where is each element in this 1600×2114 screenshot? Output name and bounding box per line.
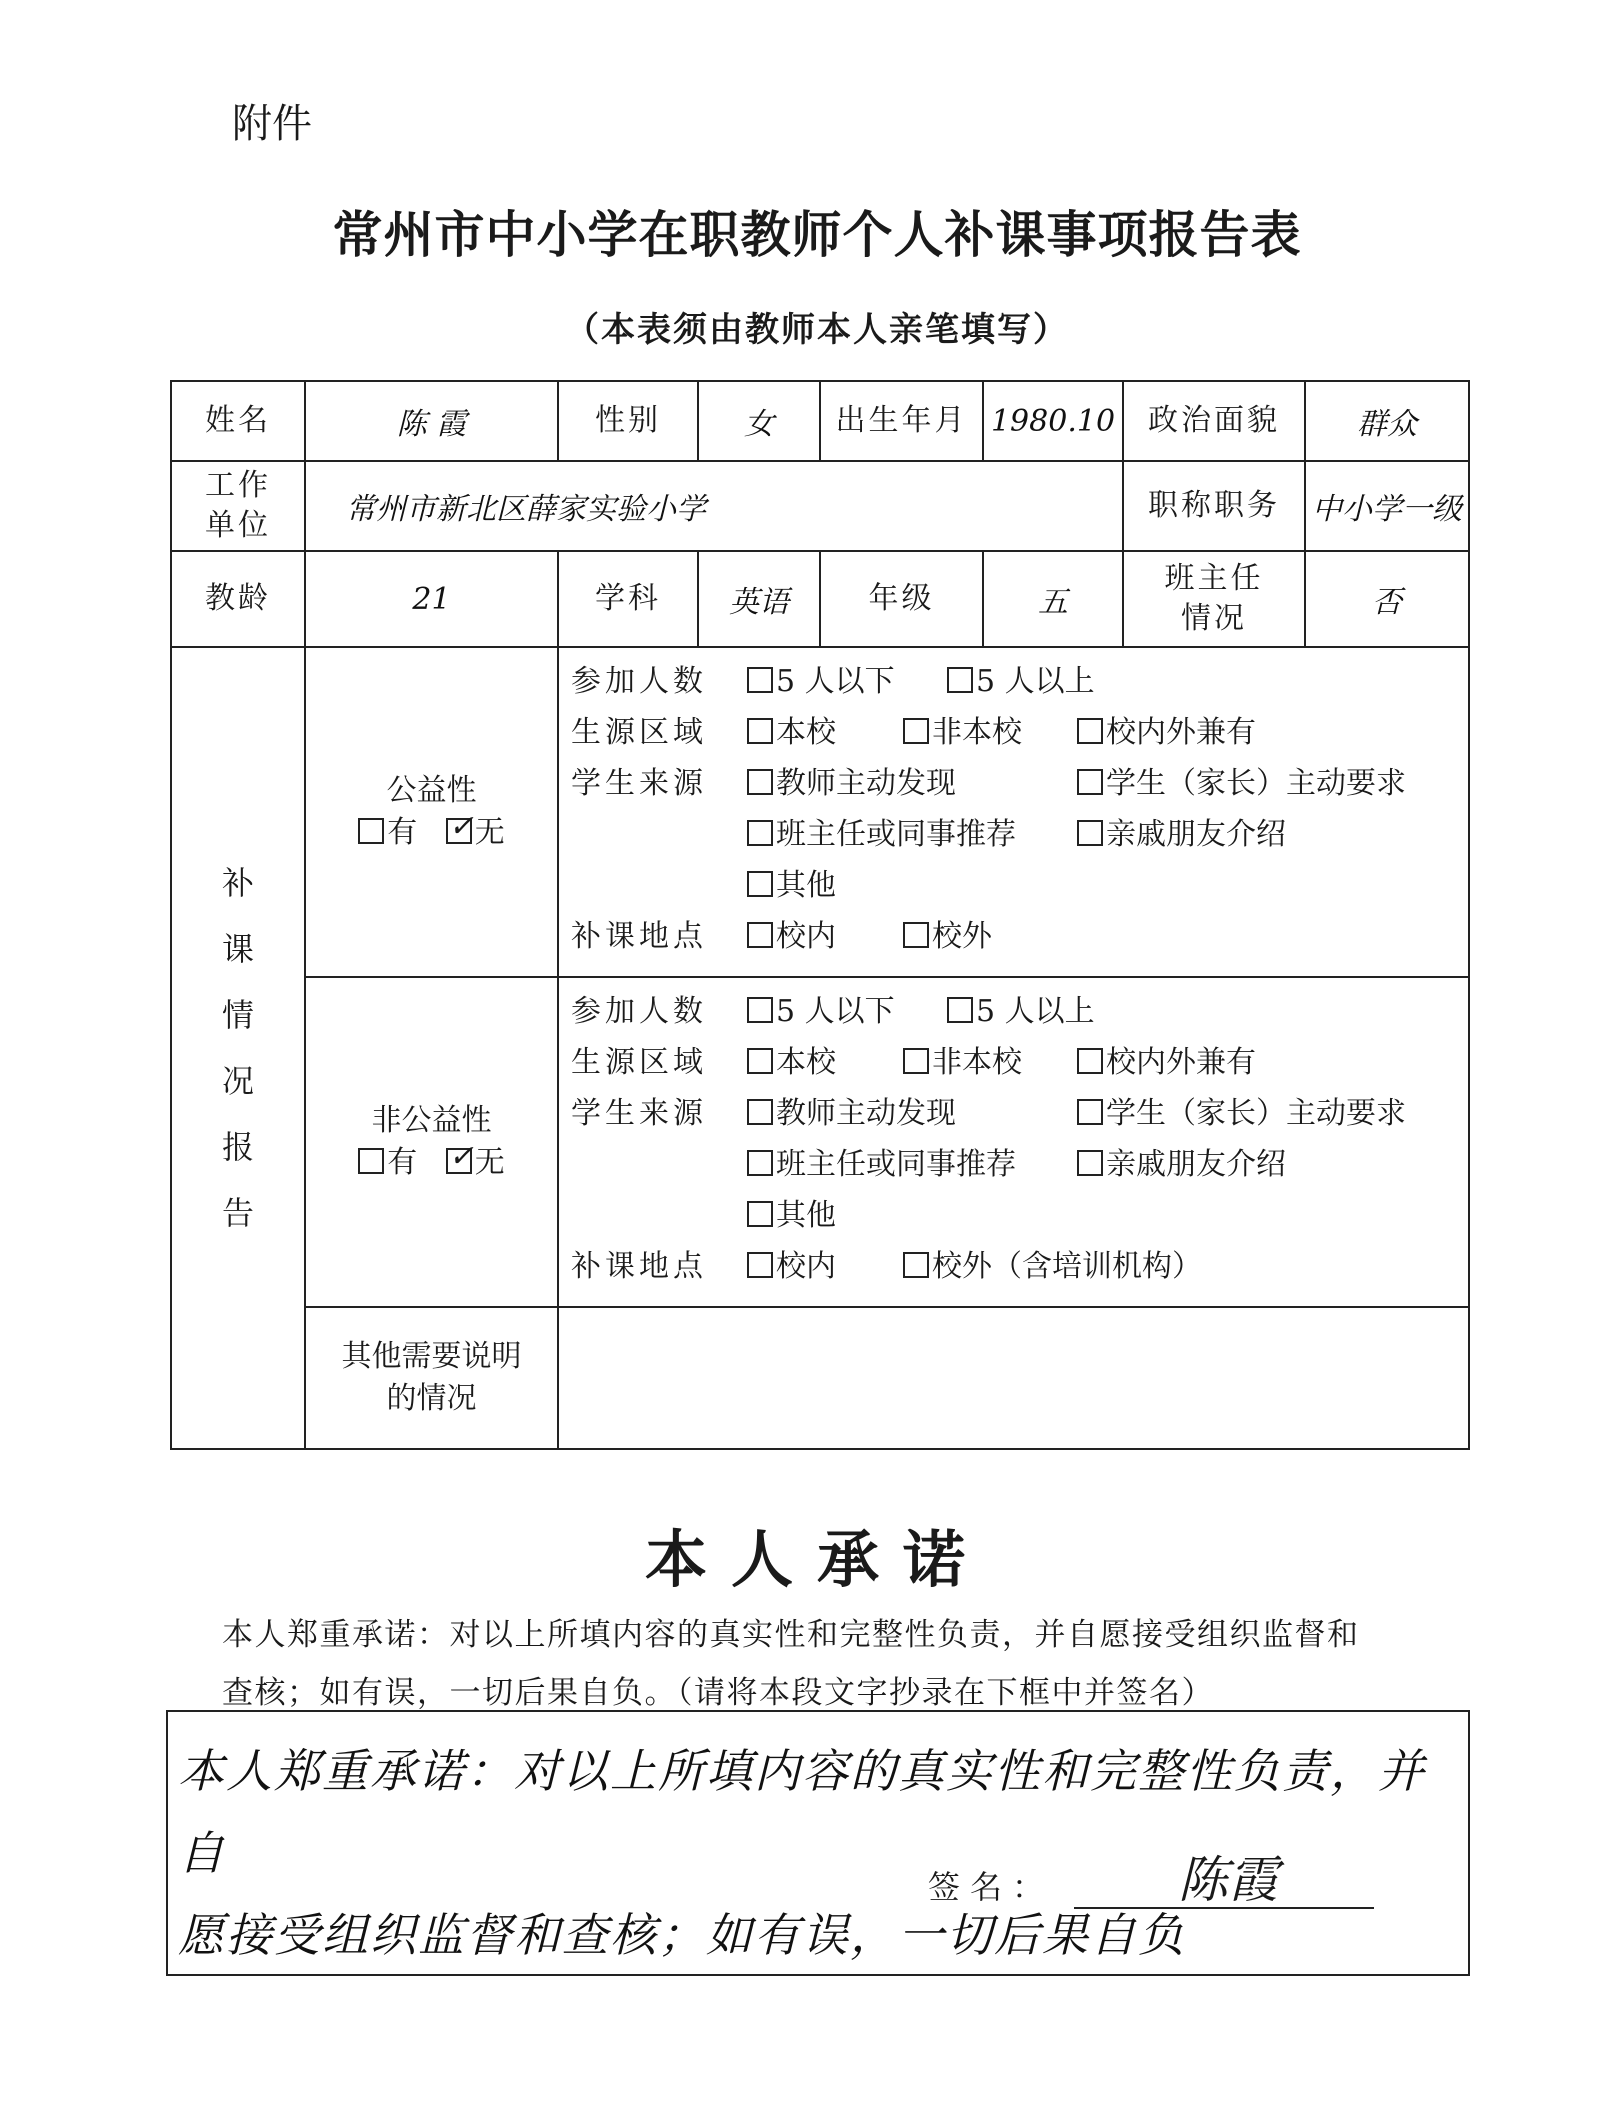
homeroom-label-line2: 情况 bbox=[1181, 601, 1247, 636]
public-options bbox=[558, 647, 1469, 977]
region-nonschool-label: 非本校 bbox=[932, 715, 1022, 750]
place-outside-checkbox[interactable] bbox=[903, 1252, 929, 1278]
nonpublic-has-checkbox[interactable] bbox=[358, 1148, 384, 1174]
count-over5-label: 5 人以上 bbox=[976, 994, 1095, 1029]
source-colleague-label: 班主任或同事推荐 bbox=[776, 817, 1016, 852]
politics-label: 政治面貌 bbox=[1123, 381, 1305, 461]
politics-field[interactable]: 群众 bbox=[1305, 381, 1469, 461]
public-none-label: 无 bbox=[474, 815, 505, 850]
teaching-years-field[interactable]: 21 bbox=[305, 551, 558, 647]
promise-text-line1: 本人郑重承诺：对以上所填内容的真实性和完整性负责，并自愿接受组织监督和 bbox=[222, 1617, 1360, 1653]
name-label: 姓名 bbox=[171, 381, 305, 461]
name-field[interactable]: 陈 霞 bbox=[305, 381, 558, 461]
public-has-label: 有 bbox=[387, 815, 418, 850]
source-other-checkbox[interactable] bbox=[747, 1201, 773, 1227]
handwritten-promise-line2: 愿接受组织监督和查核；如有误，一切后果自负 bbox=[178, 1908, 1186, 1962]
region-nonschool-label: 非本校 bbox=[932, 1045, 1022, 1080]
non-public-welfare-cell bbox=[305, 977, 558, 1307]
count-over5-checkbox[interactable] bbox=[947, 667, 973, 693]
region-school-label: 本校 bbox=[776, 715, 836, 750]
other-notes-field[interactable] bbox=[558, 1307, 1469, 1449]
source-parent-checkbox[interactable] bbox=[1077, 1099, 1103, 1125]
region-nonschool-checkbox[interactable] bbox=[903, 718, 929, 744]
promise-text-line2: 查核；如有误，一切后果自负。（请将本段文字抄录在下框中并签名） bbox=[222, 1675, 1214, 1711]
page-subtitle: （本表须由教师本人亲笔填写） bbox=[565, 310, 1069, 350]
source-parent-checkbox[interactable] bbox=[1077, 769, 1103, 795]
source-relative-checkbox[interactable] bbox=[1077, 820, 1103, 846]
signature-label: 签名： bbox=[928, 1868, 1055, 1906]
region-key: 生源区域 bbox=[571, 715, 707, 750]
teaching-years-label: 教龄 bbox=[171, 551, 305, 647]
source-parent-label: 学生（家长）主动要求 bbox=[1106, 1096, 1406, 1131]
work-unit-label-line1: 工作 bbox=[205, 468, 271, 503]
promise-title: 本人承诺 bbox=[644, 1523, 989, 1596]
handwritten-promise-line1: 本人郑重承诺：对以上所填内容的真实性和完整性负责，并自 bbox=[178, 1744, 1426, 1880]
nonpublic-none-checkbox[interactable] bbox=[446, 1148, 472, 1174]
attachment-label: 附件 bbox=[232, 101, 312, 147]
count-under5-label: 5 人以下 bbox=[776, 994, 895, 1029]
count-under5-checkbox[interactable] bbox=[747, 667, 773, 693]
place-inside-checkbox[interactable] bbox=[747, 1252, 773, 1278]
grade-field[interactable]: 五 bbox=[983, 551, 1123, 647]
section-char: 况 bbox=[221, 1062, 254, 1100]
place-key: 补课地点 bbox=[571, 1249, 707, 1284]
report-form-table bbox=[170, 380, 1470, 1450]
count-key: 参加人数 bbox=[571, 994, 707, 1029]
promise-text bbox=[222, 1606, 1452, 1722]
region-both-checkbox[interactable] bbox=[1077, 718, 1103, 744]
region-both-checkbox[interactable] bbox=[1077, 1048, 1103, 1074]
section-char: 补 bbox=[221, 864, 254, 902]
count-over5-label: 5 人以上 bbox=[976, 664, 1095, 699]
region-school-checkbox[interactable] bbox=[747, 1048, 773, 1074]
count-under5-checkbox[interactable] bbox=[747, 997, 773, 1023]
region-school-checkbox[interactable] bbox=[747, 718, 773, 744]
source-teacher-checkbox[interactable] bbox=[747, 1099, 773, 1125]
birth-field[interactable]: 1980.10 bbox=[983, 381, 1123, 461]
source-colleague-checkbox[interactable] bbox=[747, 1150, 773, 1176]
nonpublic-options bbox=[558, 977, 1469, 1307]
homeroom-label bbox=[1123, 551, 1305, 647]
source-other-label: 其他 bbox=[776, 868, 836, 903]
source-colleague-checkbox[interactable] bbox=[747, 820, 773, 846]
count-under5-label: 5 人以下 bbox=[776, 664, 895, 699]
title-field[interactable]: 中小学一级 bbox=[1305, 461, 1469, 551]
place-outside-label: 校外（含培训机构） bbox=[932, 1249, 1202, 1284]
gender-field[interactable]: 女 bbox=[698, 381, 820, 461]
public-has-checkbox[interactable] bbox=[358, 818, 384, 844]
grade-label: 年级 bbox=[820, 551, 983, 647]
gender-label: 性别 bbox=[558, 381, 698, 461]
public-none-checkbox[interactable] bbox=[446, 818, 472, 844]
source-key: 学生来源 bbox=[571, 1096, 707, 1131]
source-relative-label: 亲戚朋友介绍 bbox=[1106, 817, 1286, 852]
title-label: 职称职务 bbox=[1123, 461, 1305, 551]
source-other-checkbox[interactable] bbox=[747, 871, 773, 897]
place-inside-label: 校内 bbox=[776, 919, 836, 954]
source-parent-label: 学生（家长）主动要求 bbox=[1106, 766, 1406, 801]
region-key: 生源区域 bbox=[571, 1045, 707, 1080]
source-teacher-label: 教师主动发现 bbox=[776, 766, 956, 801]
region-both-label: 校内外兼有 bbox=[1106, 715, 1256, 750]
work-unit-field[interactable]: 常州市新北区薛家实验小学 bbox=[305, 461, 1123, 551]
public-welfare-cell bbox=[305, 647, 558, 977]
work-unit-label-line2: 单位 bbox=[205, 508, 271, 543]
work-unit-label bbox=[171, 461, 305, 551]
birth-label: 出生年月 bbox=[820, 381, 983, 461]
source-teacher-checkbox[interactable] bbox=[747, 769, 773, 795]
subject-label: 学科 bbox=[558, 551, 698, 647]
count-key: 参加人数 bbox=[571, 664, 707, 699]
homeroom-label-line1: 班主任 bbox=[1164, 561, 1264, 596]
place-inside-label: 校内 bbox=[776, 1249, 836, 1284]
section-char: 报 bbox=[221, 1128, 254, 1166]
non-public-welfare-title: 非公益性 bbox=[371, 1103, 492, 1138]
place-inside-checkbox[interactable] bbox=[747, 922, 773, 948]
subject-field[interactable]: 英语 bbox=[698, 551, 820, 647]
section-char: 课 bbox=[221, 930, 254, 968]
other-notes-label-line1: 其他需要说明 bbox=[341, 1339, 522, 1374]
place-key: 补课地点 bbox=[571, 919, 707, 954]
region-both-label: 校内外兼有 bbox=[1106, 1045, 1256, 1080]
section-char: 告 bbox=[221, 1194, 254, 1232]
place-outside-label: 校外 bbox=[932, 919, 992, 954]
source-teacher-label: 教师主动发现 bbox=[776, 1096, 956, 1131]
homeroom-field[interactable]: 否 bbox=[1305, 551, 1469, 647]
count-over5-checkbox[interactable] bbox=[947, 997, 973, 1023]
page-title: 常州市中小学在职教师个人补课事项报告表 bbox=[332, 205, 1302, 264]
public-welfare-title: 公益性 bbox=[386, 773, 477, 808]
other-notes-label-line2: 的情况 bbox=[386, 1381, 477, 1416]
region-school-label: 本校 bbox=[776, 1045, 836, 1080]
nonpublic-has-label: 有 bbox=[387, 1145, 418, 1180]
source-other-label: 其他 bbox=[776, 1198, 836, 1233]
other-notes-label bbox=[305, 1307, 558, 1449]
section-char: 情 bbox=[221, 996, 254, 1034]
place-outside-checkbox[interactable] bbox=[903, 922, 929, 948]
nonpublic-none-label: 无 bbox=[474, 1145, 505, 1180]
tutoring-report-section-label bbox=[171, 647, 305, 1449]
source-key: 学生来源 bbox=[571, 766, 707, 801]
source-relative-label: 亲戚朋友介绍 bbox=[1106, 1147, 1286, 1182]
source-relative-checkbox[interactable] bbox=[1077, 1150, 1103, 1176]
signature[interactable]: 陈霞 bbox=[1178, 1851, 1278, 1909]
handwritten-promise-box[interactable] bbox=[166, 1710, 1470, 1976]
region-nonschool-checkbox[interactable] bbox=[903, 1048, 929, 1074]
source-colleague-label: 班主任或同事推荐 bbox=[776, 1147, 1016, 1182]
